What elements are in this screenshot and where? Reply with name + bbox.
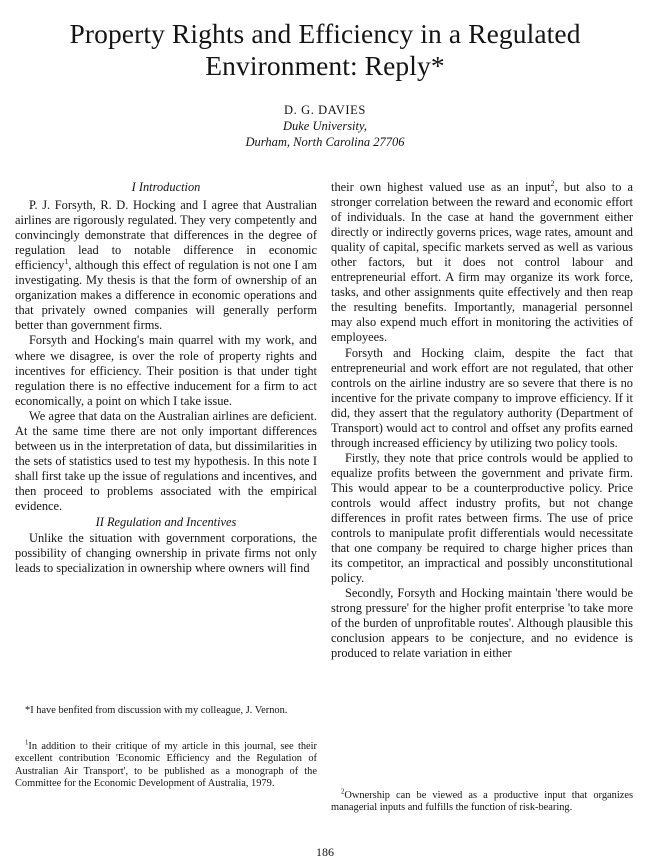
paragraph: their own highest valued use as an input$^2$, but also to a stronger correlation between the reward and economic effort of individuals. In the case at hand the government either directly or indirectly governs prices, wage rates, amount and quality of capital, specific markets served as well as various other factors, but it does not control labour and entrepreneurial effort. A firm may organize its work force, tasks, and other assignments quite effectively and then reap the resulting benefits. Importantly, managerial personnel may also expend much effort in monitoring the activities of employees. (331, 178, 633, 345)
paragraph: Firstly, they note that price controls would be applied to equalize profits between the government and private firm. This would appear to be a counterproductive policy. Price controls would affect industry profits, but not change differences in profit rates between firms. The use of price controls to manipulate profit differentials would necessitate that one company be required to charge higher prices than its competitor, an impractical and possibly unconstitutional policy. (331, 450, 633, 586)
footnote-star: *I have benfited from discussion with my colleague, J. Vernon. (25, 705, 288, 716)
footnote-marker: 1 (25, 739, 29, 747)
paragraph: We agree that data on the Australian airlines are deficient. At the same time there are not only important differences between us in the interpretation of data, but dissimilarities in the sets of statistics used to test my hypothesis. In this note I shall first take up the issue of regulations and incentives, and then proceed to problems associated with the empirical evidence. (15, 408, 317, 513)
paragraph: Forsyth and Hocking's main quarrel with my work, and where we disagree, is over the role of property rights and incentives for efficiency. Their position is that under tight regulation there is no effective inducement for a firm to act economically, a point on which I take issue. (15, 333, 317, 408)
section-heading-introduction: I Introduction (131, 180, 201, 194)
author-name: D. G. DAVIES (284, 103, 366, 117)
right-column (331, 180, 633, 662)
title-line-1: Property Rights and Efficiency in a Regulated (69, 18, 581, 49)
footnote-ref: 1 (64, 257, 69, 267)
footnote-1: $^1$In addition to their critique of my article in this journal, see their excellent contribution 'Economic Efficiency and the Regulation of Australian Air Transport', to be published as a monograph of the Committee for the Economic Development of Australia, 1979. (15, 739, 317, 790)
title-line-2: Environment: Reply* (205, 50, 445, 81)
footnote-ref: 2 (550, 178, 555, 188)
paragraph: Forsyth and Hocking claim, despite the fact that entrepreneurial and work effort are not regulated, that other controls on the airline industry are so severe that there is no incentive for the private company to improve efficiency. If it did, they assert that the regulatory authority (Department of Transport) would act to control and offset any profits earned through increased efficiency by utilizing two policy tools. (331, 345, 633, 450)
paragraph: P. J. Forsyth, R. D. Hocking and I agree that Australian airlines are rigorously regulated. They very competently and convincingly demonstrate that differences in the degree of regulation lead to notable difference in economic efficiency$^1$, although this effect of regulation is not one I am investigating. My thesis is that the form of ownership of an organization makes a difference in economic operations and that privately owned companies will generally perform better than government firms. (15, 198, 317, 333)
paragraph: Secondly, Forsyth and Hocking maintain 'there would be strong pressure' for the higher profit enterprise 'to take more of the burden of unprofitable routes'. Although plausible this conclusion appears to be conjecture, and no evidence is produced to relate variation in either (331, 586, 633, 661)
section-heading-regulation: II Regulation and Incentives (95, 515, 237, 530)
author-affiliation: Duke University, (282, 119, 367, 133)
footnote-2: $^2$Ownership can be viewed as a productive input that organizes managerial inputs and fulfills the function of risk-bearing. (331, 788, 633, 814)
left-column (15, 180, 317, 576)
paragraph: Unlike the situation with government corporations, the possibility of changing ownership in private firms not only leads to specialization in ownership where owners will find (15, 531, 317, 576)
footnote-marker: 2 (341, 788, 345, 796)
page-number: 186 (316, 845, 334, 859)
author-location: Durham, North Carolina 27706 (245, 135, 405, 149)
article-title (0, 18, 650, 82)
